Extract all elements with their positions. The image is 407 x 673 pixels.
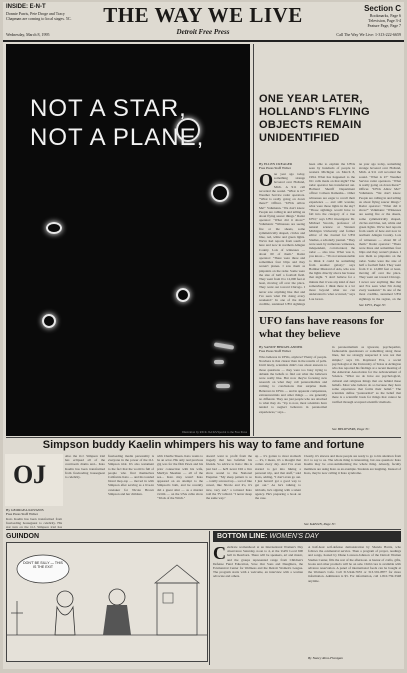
- photo-headline-line: NOT A PLANE,: [30, 124, 205, 151]
- bottom-line-topic: WOMEN'S DAY: [269, 533, 319, 540]
- ufo-fans-column-1: Who believes in UFOs, anyhow? Plenty of people. Nowhere is that clearer than in the results of polls. Until lately, scientists didn't care about answers to those questions — they were too busy trying to debunk the beliefs to find out what the believers were really like. But now they're focusing new research on what they call paranormalists and coming to conclusions that surprise them. Believers in UFOs — and in apparent companions, extraterrestrials and other things — are generally no different. They are just people who are attached to what they do. "Up to now, most scientists have tended to neglect believers in paranormal experiences," says...: [259, 355, 327, 414]
- kaelin-jump-line: See KAELIN, Page 3C: [304, 522, 336, 526]
- kaelin-byline: [6, 508, 62, 517]
- byline-role: Free Press Staff Writer: [6, 512, 38, 517]
- byline-name: By GEORGEA KOVANIS: [6, 508, 44, 512]
- ufo-fans-byline: [259, 345, 329, 354]
- section-index-item: Bookmarks, Page 6: [369, 13, 401, 18]
- newspaper-page: [3, 2, 404, 669]
- column-rule: [253, 44, 254, 436]
- dropcap: C: [213, 545, 226, 563]
- horizontal-rule: [6, 437, 401, 438]
- ufo-jump-line: See UFO, Page 3C: [359, 303, 386, 307]
- section-index-item: Feature Page, Page 7: [367, 23, 401, 28]
- ufo-fans-jump-line: See BELIEVERS, Page 3C: [332, 427, 370, 431]
- dropcap: O: [259, 172, 274, 190]
- light-ring: [42, 314, 56, 328]
- bottom-line-column-1-text: elebrate womanhood at an International Women's Day observance Saturday, noon to 4, at the UAW Local 600 hall in Dearborn. There will be speakers, art and music, and the groups represented range from Children's Defense Fund Education, Save Our Sons and Daughters, the Ecumenical Center for Wellness and the Detroit Women's League. The program starts with a welcome, an interview with a woman advocate and others.: [213, 545, 303, 579]
- section-label: Section C: [364, 4, 401, 13]
- section-index: [313, 4, 401, 28]
- photo-credit: Illustration by RICK JACKS/Special to the Free Press: [181, 430, 247, 434]
- light-ring: [46, 222, 62, 234]
- ufo-fans-column-2: in paranormalism as ignorant, psychopathic, fashionable questioners or something along those lines, but we strongly suspected it was not that simple," says Dr. Raymond Eve, a social psychologist at the University of Texas at Arlington who has reported his findings at a recent meeting of the American Association for the Advancement of Science. "What we do have are psychological, cultural and religious things that are behind these beliefs. Most who believe do so because they have some experience that forms their belief." The scientists define "paranormal" as the belief that there is a scientific basis for things that cannot be verified through accepted scientific methods.: [332, 345, 401, 404]
- horizontal-rule: [6, 529, 401, 530]
- section-index-item: Television, Page 3-4: [368, 18, 401, 23]
- masthead: [3, 2, 404, 42]
- column-rule: [209, 531, 210, 665]
- light-streak: [216, 384, 230, 388]
- light-ring: [176, 288, 190, 302]
- kaelin-column-3: with Charlie Sheen. Kato wants to be an actor. His only real previous gig was for the film Pawn and his prior connection with his wife, Marilyn Sheehan — all of the sea... Kato may wasn't Kato appeared on an attempt to the Simpson's bath, and he recently did a guest stint — as a murder victim — on the USA cable show "Trials of the Witch.": [157, 454, 203, 501]
- night-sky-photo: [6, 44, 250, 436]
- ufo-fans-headline: UFO fans have reasons for what they believe: [259, 315, 384, 340]
- cartoon-balloon: DON'T BE SILLY — THIS IS THE EXIT: [23, 561, 63, 569]
- horizontal-rule: [258, 311, 401, 312]
- kaelin-column-2: freeloading media personality is everyone in the power of the O.J. Simpson trial. It's also testament to the fact that the world is full of people who find themselves California Kato — and his tousled blond mop-top — moved in with Simpson after serving as a live-in caretaker for Nicole Brown Simpson and her children.: [108, 454, 154, 496]
- light-streak: [214, 342, 234, 349]
- kaelin-column-1: Also the O.J. Simpson trial has eclipsed all of the courtroom drama and... Kato Kaelin has been transformed from freeloading houseguest to celebrity.: [65, 454, 105, 480]
- kaelin-headline: Simpson buddy Kaelin whimpers his way to fame and fortune: [42, 439, 365, 451]
- byline-role: Free Press Staff Writer: [259, 166, 291, 171]
- light-ring: [176, 118, 200, 142]
- kaelin-column-4: doesn't want to profit from the tragedy that has befallen his friends. So advice to Kato: this is just bad — he'll never DO a live show sound to the National Enquirer. "My sleep pattern is so ... totally screwed up ... sort of like cereal, like Nicole and it's, it's nice, very sad," a tortured Kato told the TV tabloid. "I never sleep the same way.": [206, 454, 252, 501]
- inside-box: [6, 4, 78, 21]
- kaelin-column-6: Clearly, it's sincere and more people are ready to go to his attention from O.J. to say to us. The whole thing is interesting, but one question: Kato Kaelin may be over-summarizing the whole thing. Already, faculty members are using Kato as an example. Students are laughing. Instead of Kato, they're now calling it Kato syndrome.: [304, 454, 401, 475]
- ufo-headline: ONE YEAR LATER, HOLLAND'S FLYING OBJECTS REMAIN UNIDENTIFIED: [259, 93, 370, 144]
- ufo-byline: [259, 162, 303, 171]
- kaelin-kicker-graphic: [5, 454, 63, 506]
- bottom-line-column-1: [213, 545, 303, 663]
- bottom-line-title: BOTTOM LINE:: [217, 533, 268, 540]
- guindon-title: GUINDON: [6, 533, 40, 540]
- ufo-column-2: been able to explain the UFOs seen by hundreds of people in western Michigan on March 8, 1994. What has happened to the 911 calls made on that night? The radar operator has transferred out. Holland Sheriff Department officer Colleen Ramesha... Other witnesses are eager to recall their experience — and still wonder, what were those lights in the sky? "Those sightings would have to fall into the category of a true UFO," says UFO investigator Dr. Michael Swords, professor of natural science at Western Michigan University and former editor of the Journal for UFO Studies, a scholarly journal. "They were seen by numerous witnesses, independent, corroborated, the radar — also true. What was it, you know.... "It's not unreasonable to think it could be something from another galaxy," says Bomber Mustard of Ada, who saw the lights directly above her house that night. "I don't believe for a minute that it was any kind of deer somewhere. I think there is a lot more beyond what we can understand is what occurred," says Lou Grace.: [309, 162, 355, 301]
- inside-text: Donnie Parris, Pete Droge and Tracy Chapman are coming to local stages. 5C.: [6, 11, 72, 21]
- bottom-line-header: [213, 531, 401, 542]
- bottom-line-column-2: A half-hour self-defense demonstration by Shanda Harris, who follows the ecumenical service. Then a program of prayer, readings and songs, hosted by Diane Lawson-Johnson of the Detroit Women Studies Center, fills the rest of the afternoon. A bazaar of crafts, gifts, books and other products will be on sale. Child care is available with advance reservation. A panel of international foods can be bought at the Women's Cafe. Call 313-944-7655 or 313-591-8877 for more information. Admission is $5. For information, call 1-810-759-3348 anytime.: [308, 545, 401, 583]
- kicker-letter: O: [13, 460, 34, 489]
- kaelin-column-5: up ... it's gotten to most stomach — it's, I mean, it's a thought that comes every day. And I've even started to get into hiking a personal trip, and that stuff," said Kato, adding, "I don't even go out. I just haven't got a good way to get out." As he's talking to tabloids, he's signing with a talent agency. He's preparing a book on the case.: [255, 454, 301, 501]
- paper-name: Detroit Free Press: [176, 28, 230, 36]
- ufo-column-1-text: ne year ago today, something strange hovered over Holland, Mich. A 911 call recorded the sound. "What is it?" Weather Service radar operators. "What is really going on down there?" Officer. "UFOs Allow Me!" Volkmann. "We don't know. People are calling in and telling us about flying saucer things." Radar operator: "What did it show?" Volkmann: "Witnesses are seeing fire or the sheets, some symmetrically shaped, circles and blue, red, white and green lights. We've had reports from south of here and now in northern Allegan County. Lots of witnesses — about 60 of them." Radar operator: "There were three and sometimes four blips and they weren't planes. I saw them as pinpoints on the radar. Some were the size of half a football field. They went from 0 to 12,000 feet at least, moving off over the place. They went out toward Chicago. I never saw anything like that and I've seen what I'm doing every weekend." In one of the most credible, sustained UFO sightings: [259, 172, 305, 306]
- photo-headline-line: NOT A STAR,: [30, 95, 187, 122]
- byline-role: Free Press Staff Writer: [259, 349, 291, 354]
- issue-date: Wednesday, March 8, 1995: [6, 32, 50, 37]
- inside-label: INSIDE: E-N-T: [6, 4, 46, 10]
- kaelin-lead: Kato Kaelin has been transformed from freeloading houseguest to celebrity. His star turn on the O.J. Simpson trial has: [6, 517, 62, 529]
- kicker-letter: J: [33, 460, 46, 489]
- byline-name: By ELLEN CREAGER: [259, 162, 293, 166]
- ufo-column-1: [259, 172, 305, 306]
- section-title: THE WAY WE LIVE: [103, 3, 303, 27]
- ufo-column-3: ne year ago today, something strange hovered over Holland, Mich. A 911 call recorded the sound. "What is it?" Weather Service radar operators. "What is really going on down there?" Officer. "UFOs Allow Me!" Volkmann. "We don't know. People are calling in and telling us about flying saucer things." Radar operator: "What did it show?" Volkmann: "Witnesses are seeing fire or the sheets, some symmetrically shaped, circles and blue, red, white and green lights. We've had reports from south of here and now in northern Allegan County. Lots of witnesses — about 60 of them." Radar operator: "There were three and sometimes four blips and they weren't planes. I saw them as pinpoints on the radar. Some were the size of half a football field. They went from 0 to 12,000 feet at least, moving off over the place. They went out toward Chicago. I never saw anything like that and I've seen what I'm doing every weekend." In one of the most credible, sustained UFO sightings in the region, on the: [359, 162, 401, 301]
- guindon-cartoon: [6, 542, 208, 662]
- light-ring: [211, 184, 229, 202]
- byline-name: By SANDY BERGELANDER: [259, 345, 303, 349]
- bottom-line-byline: By Nancy Ross-Flanigan: [308, 656, 343, 660]
- call-line: Call The Way We Live: 1-313-222-6659: [336, 32, 401, 37]
- light-streak: [214, 360, 224, 364]
